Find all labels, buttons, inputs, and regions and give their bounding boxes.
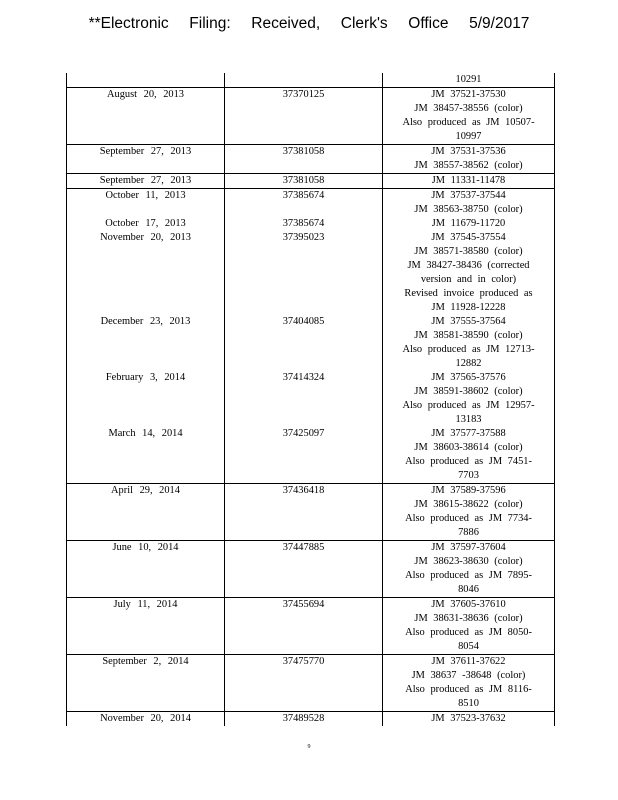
bates-range-line: JM 38571-38580 (color) [414, 246, 523, 257]
bates-range-line: Also produced as JM 12713- [402, 344, 535, 355]
bates-range-line: Also produced as JM 8050- [405, 627, 532, 638]
table-row [67, 145, 555, 174]
invoice-date-cell [67, 189, 225, 218]
invoice-date: December 23, 2013 [100, 316, 191, 327]
table-row [67, 315, 555, 371]
bates-range-line: JM 38427-38436 (corrected [407, 260, 530, 271]
bates-range-line: JM 37545-37554 [431, 232, 506, 243]
bates-range-line: JM 37521-37530 [431, 89, 506, 100]
bates-range-cell [383, 145, 555, 174]
bates-range-line: Revised invoice produced as [404, 288, 533, 299]
bates-range-line: JM 38603-38614 (color) [414, 442, 523, 453]
bates-range-line: JM 38591-38602 (color) [414, 386, 523, 397]
bates-range-line: JM 37537-37544 [431, 190, 506, 201]
invoice-number: 37404085 [282, 316, 325, 327]
bates-range-line: JM 38457-38556 (color) [414, 103, 523, 114]
invoice-date-cell [67, 712, 225, 727]
bates-range-line: 8054 [458, 641, 479, 652]
invoice-number-cell [225, 484, 383, 541]
bates-range-line: JM 38631-38636 (color) [414, 613, 523, 624]
bates-range-cell [383, 315, 555, 371]
bates-range-cell [383, 371, 555, 427]
bates-range-line: JM 38623-38630 (color) [414, 556, 523, 567]
bates-range-cell [383, 189, 555, 218]
invoice-date-cell [67, 371, 225, 427]
bates-range-line: JM 38557-38562 (color) [414, 160, 523, 171]
invoice-date: March 14, 2014 [108, 428, 183, 439]
bates-range-line: Also produced as JM 7895- [405, 570, 532, 581]
invoice-table [66, 73, 555, 726]
bates-range-line: 10291 [455, 74, 482, 85]
invoice-date-cell [67, 145, 225, 174]
bates-range-cell [383, 231, 555, 315]
bates-range-line: JM 37531-37536 [431, 146, 506, 157]
bates-range-line: 7886 [458, 527, 479, 538]
bates-range-cell [383, 655, 555, 712]
table-row [67, 712, 555, 727]
invoice-number-cell [225, 427, 383, 484]
invoice-date: November 20, 2014 [100, 713, 191, 724]
invoice-number: 37395023 [282, 232, 325, 243]
bates-range-line: 10997 [455, 131, 482, 142]
table-row [67, 598, 555, 655]
bates-range-line: JM 37611-37622 [431, 656, 506, 667]
invoice-number-cell [225, 145, 383, 174]
invoice-date-cell [67, 231, 225, 315]
table-row [67, 231, 555, 315]
bates-range-line: JM 37597-37604 [431, 542, 506, 553]
invoice-number: 37381058 [282, 146, 325, 157]
table-row [67, 541, 555, 598]
invoice-date: November 20, 2013 [100, 232, 191, 243]
invoice-number: 37414324 [282, 372, 325, 383]
bates-range-line: JM 38581-38590 (color) [414, 330, 523, 341]
invoice-number: 37370125 [282, 89, 325, 100]
invoice-number: 37475770 [282, 656, 325, 667]
invoice-number: 37455694 [282, 599, 325, 610]
invoice-date-cell [67, 427, 225, 484]
invoice-number-cell [225, 712, 383, 727]
invoice-date: July 11, 2014 [113, 599, 178, 610]
invoice-date-cell [67, 73, 225, 88]
invoice-number-cell [225, 315, 383, 371]
invoice-number: 37385674 [282, 190, 325, 201]
invoice-date: August 20, 2013 [107, 89, 184, 100]
bates-range-cell [383, 174, 555, 189]
invoice-date-cell [67, 598, 225, 655]
bates-range-line: JM 38615-38622 (color) [414, 499, 523, 510]
table-row [67, 73, 555, 88]
invoice-number-cell [225, 88, 383, 145]
invoice-date-cell [67, 217, 225, 231]
invoice-date: October 11, 2013 [105, 190, 186, 201]
bates-range-line: JM 11928-12228 [431, 302, 506, 313]
table-row [67, 484, 555, 541]
bates-range-line: JM 38563-38750 (color) [414, 204, 523, 215]
invoice-number: 37381058 [282, 175, 325, 186]
invoice-number-cell [225, 217, 383, 231]
invoice-number: 37385674 [282, 218, 325, 229]
bates-range-line: JM 11679-11720 [431, 218, 506, 229]
table-row [67, 655, 555, 712]
bates-range-cell [383, 484, 555, 541]
bates-range-line: 13183 [455, 414, 482, 425]
invoice-table-body [67, 73, 555, 726]
bates-range-cell [383, 427, 555, 484]
bates-range-line: Also produced as JM 7734- [405, 513, 532, 524]
bates-range-line: Also produced as JM 10507- [402, 117, 535, 128]
invoice-date-cell [67, 315, 225, 371]
bates-range-line: Also produced as JM 7451- [405, 456, 532, 467]
table-row [67, 88, 555, 145]
bates-range-cell [383, 712, 555, 727]
bates-range-line: Also produced as JM 8116- [405, 684, 532, 695]
invoice-number: 37447885 [282, 542, 325, 553]
invoice-date-cell [67, 655, 225, 712]
invoice-number-cell [225, 371, 383, 427]
bates-range-cell [383, 88, 555, 145]
invoice-number: 37436418 [282, 485, 325, 496]
table-row [67, 427, 555, 484]
invoice-number: 37425097 [282, 428, 325, 439]
table-row [67, 174, 555, 189]
invoice-date: April 29, 2014 [111, 485, 180, 496]
bates-range-line: JM 37589-37596 [431, 485, 506, 496]
invoice-date-cell [67, 88, 225, 145]
invoice-number: 37489528 [282, 713, 325, 724]
invoice-number-cell [225, 598, 383, 655]
bates-range-line: JM 37605-37610 [431, 599, 506, 610]
electronic-filing-header: **Electronic Filing: Received, Clerk's Office 5/9/2017 [88, 15, 530, 32]
bates-range-line: 12882 [455, 358, 482, 369]
bates-range-line: 8046 [458, 584, 479, 595]
bates-range-line: 8510 [458, 698, 479, 709]
invoice-number-cell [225, 73, 383, 88]
bates-range-cell [383, 217, 555, 231]
bates-range-cell [383, 73, 555, 88]
invoice-date: September 27, 2013 [99, 146, 192, 157]
invoice-number-cell [225, 231, 383, 315]
invoice-date-cell [67, 174, 225, 189]
invoice-number-cell [225, 189, 383, 218]
invoice-number-cell [225, 655, 383, 712]
invoice-number-cell [225, 541, 383, 598]
page-number: 9 [307, 744, 311, 750]
table-row [67, 189, 555, 218]
bates-range-line: JM 37577-37588 [431, 428, 506, 439]
bates-range-line: JM 37565-37576 [431, 372, 506, 383]
invoice-date-cell [67, 484, 225, 541]
invoice-date-cell [67, 541, 225, 598]
bates-range-line: Also produced as JM 12957- [402, 400, 535, 411]
table-row [67, 371, 555, 427]
table-row [67, 217, 555, 231]
invoice-number-cell [225, 174, 383, 189]
bates-range-line: version and in color) [420, 274, 517, 285]
bates-range-line: JM 37523-37632 [431, 713, 506, 724]
invoice-date: June 10, 2014 [112, 542, 179, 553]
bates-range-line: JM 11331-11478 [431, 175, 506, 186]
invoice-date: February 3, 2014 [105, 372, 186, 383]
bates-range-line: 7703 [458, 470, 479, 481]
bates-range-cell [383, 598, 555, 655]
bates-range-line: JM 37555-37564 [431, 316, 506, 327]
invoice-date: October 17, 2013 [105, 218, 186, 229]
bates-range-line: JM 38637 -38648 (color) [411, 670, 526, 681]
invoice-date: September 2, 2014 [102, 656, 189, 667]
bates-range-cell [383, 541, 555, 598]
invoice-date: September 27, 2013 [99, 175, 192, 186]
